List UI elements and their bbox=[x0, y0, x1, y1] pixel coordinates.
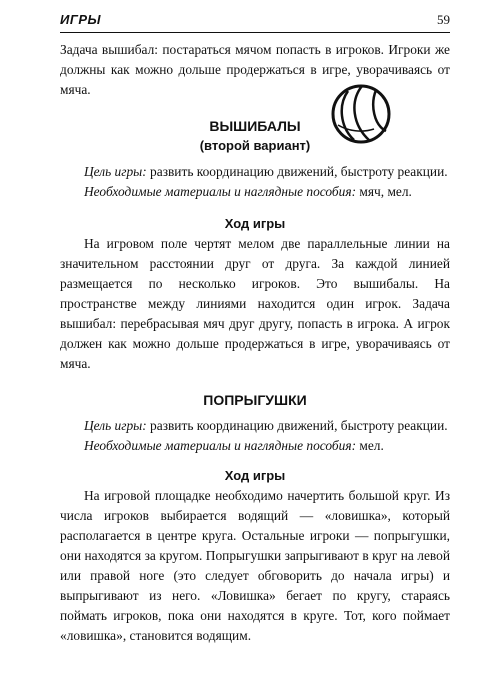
materials-text: мел. bbox=[356, 438, 384, 453]
page-number: 59 bbox=[437, 12, 450, 27]
goal-text: развить координацию движений, быстроту реакции. bbox=[146, 164, 448, 179]
materials-label: Необходимые материалы и наглядные пособия: bbox=[84, 184, 357, 199]
game2-course-text: На игровой площадке необходимо начертить большой круг. Из числа игроков выбирается водящий — «ловишка», который располагается в центре круга. Остальные игроки — попрыгушки, они находятся за кругом. Попрыгушки запрыгивают в круг на левой или правой ноге (это следует обговорить до начала игры) и выпрыгивают из него. «Ловишка» бегает по кругу, стараясь поймать игроков, пока они находятся в круге. Тот, кого поймает «ловишка», становится водящим. bbox=[60, 488, 450, 643]
goal-label: Цель игры: bbox=[84, 418, 147, 433]
game1-course-heading: Ход игры bbox=[224, 216, 286, 231]
game1-materials bbox=[60, 182, 450, 202]
materials-text: мяч, мел. bbox=[356, 184, 412, 199]
goal-text: развить координацию движений, быстроту реакции. bbox=[146, 418, 448, 433]
intro-paragraph: Задача вышибал: постараться мячом попасть в игроков. Игроки же должны как можно дольше продержаться в игре, уворачиваясь от мяча. bbox=[60, 42, 450, 97]
page-body bbox=[60, 40, 450, 646]
game1-goal bbox=[60, 162, 450, 182]
game2-course-heading: Ход игры bbox=[224, 468, 286, 483]
game1-title: ВЫШИБАЛЫ bbox=[209, 118, 301, 134]
game1-subtitle: (второй вариант) bbox=[199, 138, 311, 153]
section-title: ИГРЫ bbox=[60, 12, 101, 27]
goal-label: Цель игры: bbox=[84, 164, 147, 179]
game1-course-text: На игровом поле чертят мелом две параллельные линии на значительном расстоянии друг от друга. За каждой линией размещается по несколько игроков. Это вышибалы. На пространстве между линиями находится один игрок. Задача вышибал: перебрасывая мяч друг другу, попасть в игрока. А игрок должен как можно дольше продержаться в игре, уворачиваясь от мяча. bbox=[60, 236, 450, 371]
materials-label: Необходимые материалы и наглядные пособия: bbox=[84, 438, 357, 453]
game2-goal bbox=[60, 416, 450, 436]
running-head bbox=[60, 10, 450, 33]
game2-materials bbox=[60, 436, 450, 456]
game2-title: ПОПРЫГУШКИ bbox=[203, 392, 307, 408]
